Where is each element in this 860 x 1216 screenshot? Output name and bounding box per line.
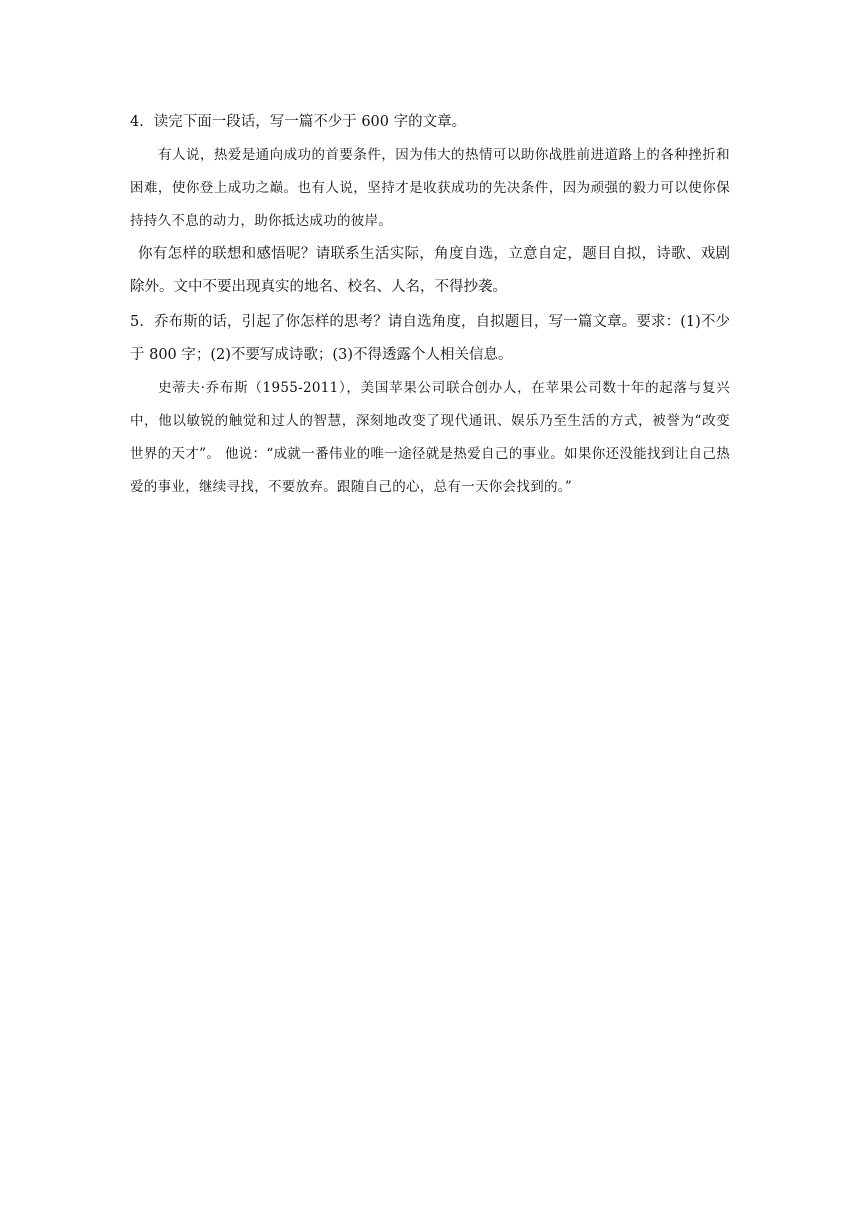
question-5-prompt: 5．乔布斯的话，引起了你怎样的思考？请自选角度，自拟题目，写一篇文章。要求：(1)不少于 800 字；(2)不要写成诗歌；(3)不得透露个人相关信息。 <box>130 314 730 363</box>
question-4-prompt: 4．读完下面一段话，写一篇不少于 600 字的文章。 <box>130 114 467 130</box>
question-4-material: 有人说，热爱是通向成功的首要条件，因为伟大的热情可以助你战胜前进道路上的各种挫折和困难，使你登上成功之巅。也有人说，坚持才是收获成功的先决条件，因为顽强的毅力可以使你保持持久不息的动力，助你抵达成功的彼岸。 <box>130 147 730 229</box>
question-5-material: 史蒂夫·乔布斯（1955-2011），美国苹果公司联合创办人，在苹果公司数十年的起落与复兴中，他以敏锐的触觉和过人的智慧，深刻地改变了现代通讯、娱乐乃至生活的方式，被誉为“改变世界的天才”。 他说：“成就一番伟业的唯一途径就是热爱自己的事业。如果你还没能找到让自己热爱的事业，继续寻找，不要放弃。跟随自己的心，总有一天你会找到的。” <box>130 380 730 495</box>
document-content <box>130 106 730 504</box>
question-4-instruction: 你有怎样的联想和感悟呢？请联系生活实际，角度自选，立意自定，题目自拟，诗歌、戏剧除外。文中不要出现真实的地名、校名、人名，不得抄袭。 <box>130 246 730 295</box>
